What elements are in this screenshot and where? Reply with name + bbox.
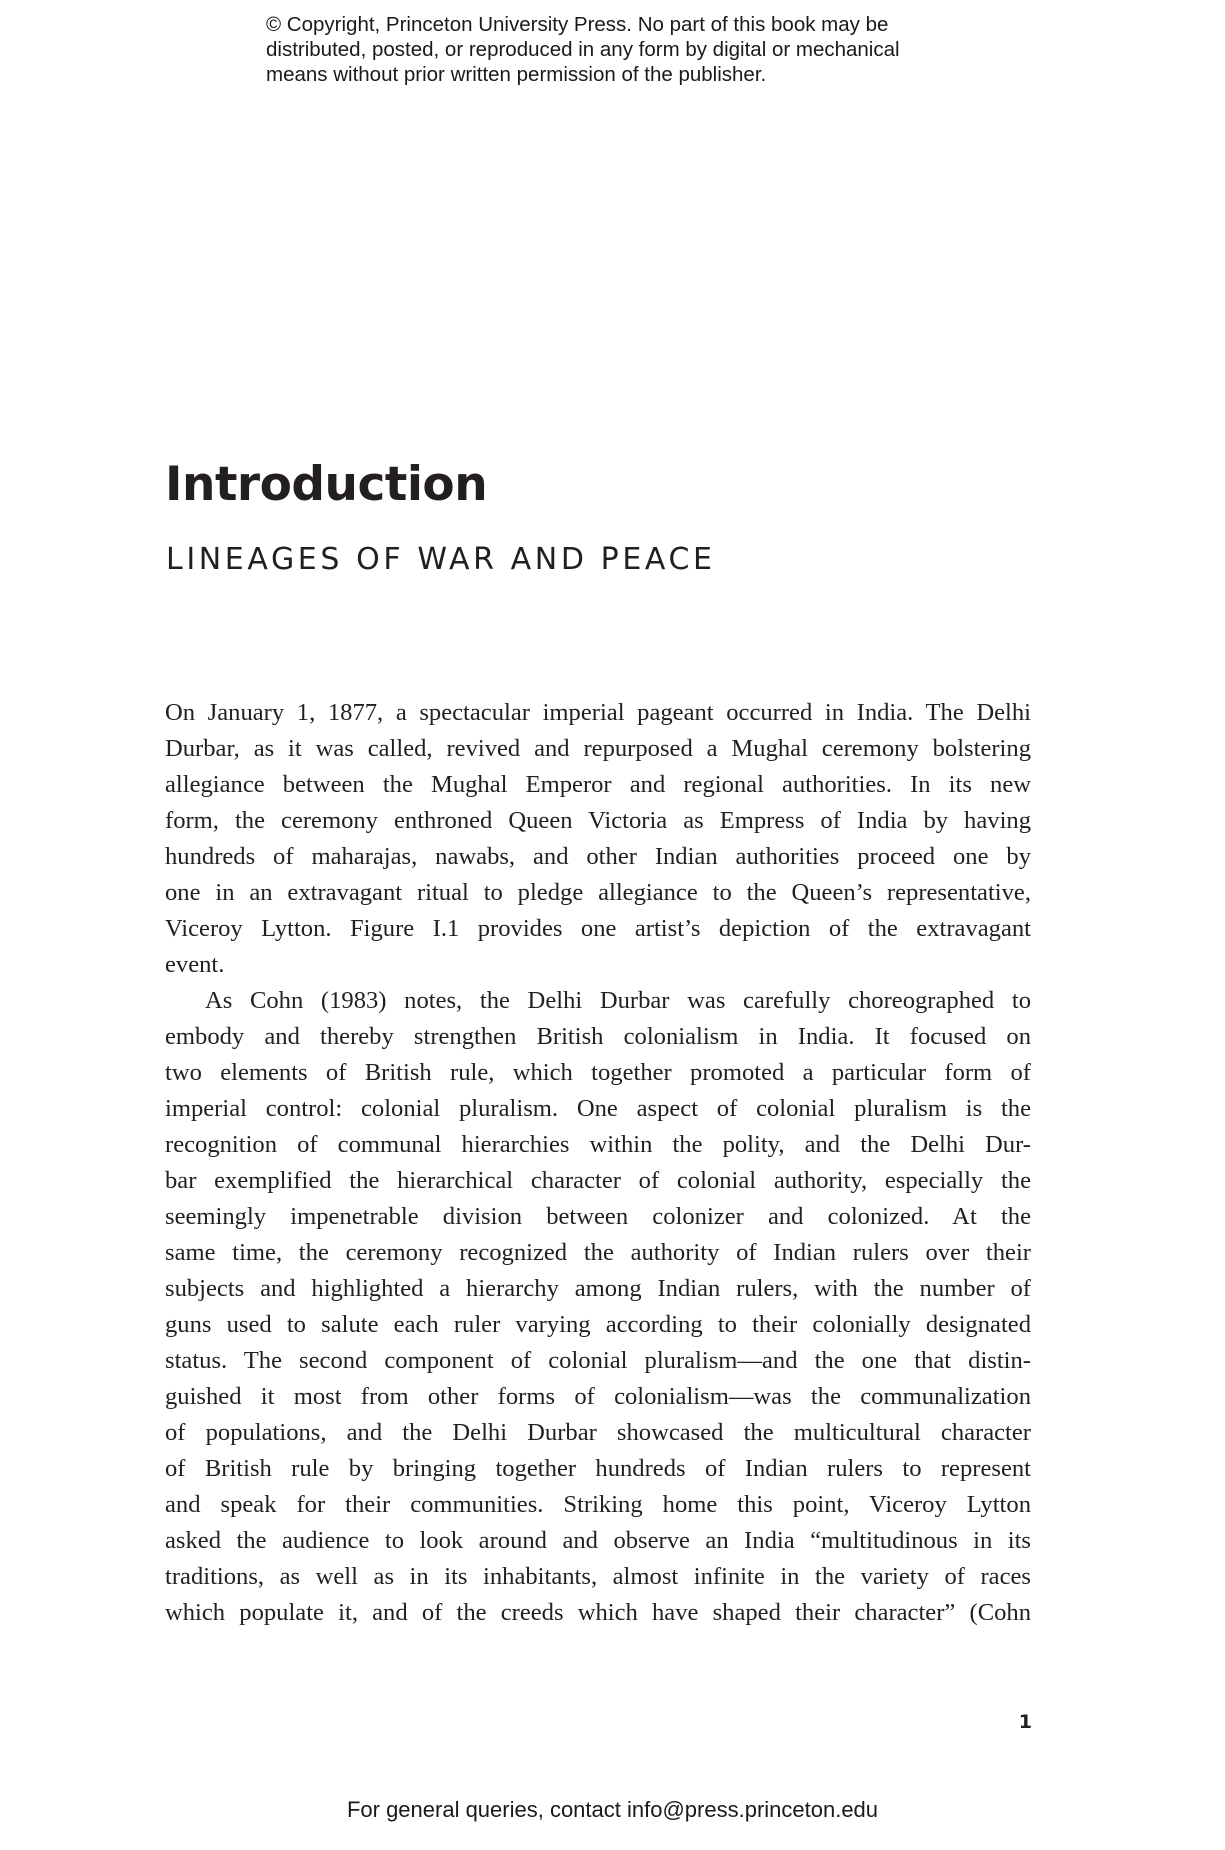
text-line: which populate it, and of the creeds which have shaped their character” (Cohn: [165, 1599, 1031, 1626]
text-line: two elements of British rule, which together promoted a particular form of: [165, 1059, 1031, 1086]
text-line: traditions, as well as in its inhabitants, almost infinite in the variety of races: [165, 1563, 1031, 1590]
text-line: bar exemplified the hierarchical character of colonial authority, especially the: [165, 1167, 1031, 1194]
page-number: 1: [1018, 1711, 1032, 1733]
text-line: On January 1, 1877, a spectacular imperial pageant occurred in India. The Delhi: [165, 699, 1031, 726]
text-line: As Cohn (1983) notes, the Delhi Durbar was carefully choreographed to: [205, 987, 1031, 1014]
text-line: guished it most from other forms of colonialism—was the communalization: [165, 1383, 1031, 1410]
text-line: asked the audience to look around and observe an India “multitudinous in its: [165, 1527, 1031, 1554]
text-line: hundreds of maharajas, nawabs, and other Indian authorities proceed one by: [165, 843, 1031, 870]
text-line: embody and thereby strengthen British colonialism in India. It focused on: [165, 1023, 1031, 1050]
text-line: imperial control: colonial pluralism. One aspect of colonial pluralism is the: [165, 1095, 1031, 1122]
text-line: subjects and highlighted a hierarchy among Indian rulers, with the number of: [165, 1275, 1031, 1302]
text-line: guns used to salute each ruler varying according to their colonially designated: [165, 1311, 1031, 1338]
text-line: and speak for their communities. Striking home this point, Viceroy Lytton: [165, 1491, 1031, 1518]
text-line: Viceroy Lytton. Figure I.1 provides one artist’s depiction of the extravagant: [165, 915, 1031, 942]
text-line: same time, the ceremony recognized the authority of Indian rulers over their: [165, 1239, 1031, 1266]
text-line: one in an extravagant ritual to pledge allegiance to the Queen’s representative,: [165, 879, 1031, 906]
copyright-line: means without prior written permission of the publisher.: [266, 63, 767, 86]
text-line: form, the ceremony enthroned Queen Victoria as Empress of India by having: [165, 807, 1031, 834]
text-line: recognition of communal hierarchies within the polity, and the Delhi Dur-: [165, 1131, 1031, 1158]
footer-contact: For general queries, contact info@press.princeton.edu: [346, 1797, 879, 1822]
text-line: allegiance between the Mughal Emperor and regional authorities. In its new: [165, 771, 1031, 798]
body-text: [165, 695, 1031, 1631]
text-line: seemingly impenetrable division between colonizer and colonized. At the: [165, 1203, 1031, 1230]
text-line: of British rule by bringing together hundreds of Indian rulers to represent: [165, 1455, 1031, 1482]
text-line: of populations, and the Delhi Durbar showcased the multicultural character: [165, 1419, 1031, 1446]
text-line: status. The second component of colonial pluralism—and the one that distin-: [165, 1347, 1031, 1374]
text-line: Durbar, as it was called, revived and repurposed a Mughal ceremony bolstering: [165, 735, 1031, 762]
text-line: event.: [165, 951, 225, 978]
chapter-subtitle: LINEAGES OF WAR AND PEACE: [166, 542, 716, 577]
chapter-title: Introduction: [165, 457, 488, 512]
copyright-line: © Copyright, Princeton University Press. No part of this book may be: [266, 13, 889, 36]
copyright-line: distributed, posted, or reproduced in any form by digital or mechanical: [266, 38, 900, 61]
paragraph-2: [165, 983, 1031, 1631]
paragraph-1: [165, 695, 1031, 983]
copyright-notice: [266, 12, 1026, 87]
